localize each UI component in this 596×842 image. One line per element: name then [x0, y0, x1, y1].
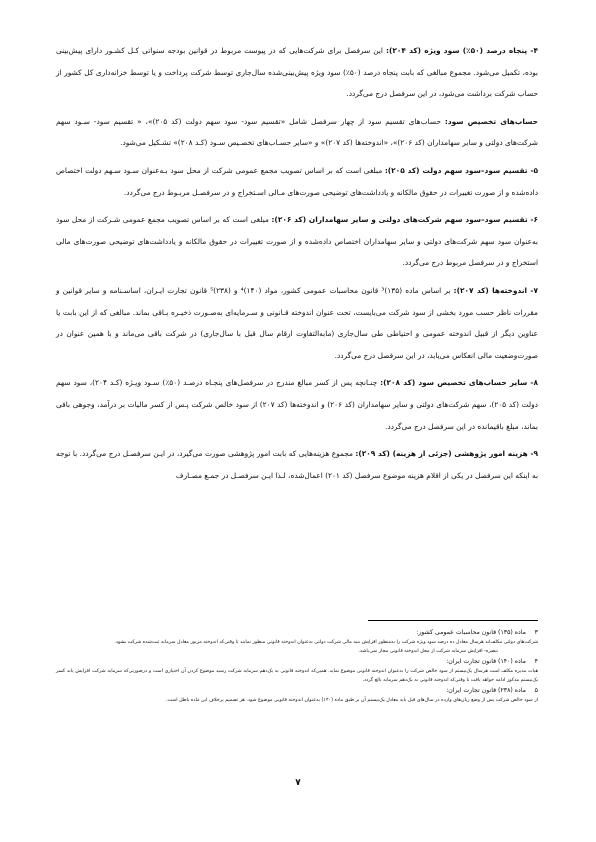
footnote-number: ۳	[534, 629, 538, 636]
paragraph-text: مبلغی است که بر اساس تصویب مجمع عمومی شـرکت از محل سود به‌عنوان سود سهم شرکت‌های دولتی و سایر سهامداران اختصاص داده‌شده و از صورت تغییرات در حقوق مالکانه و یادداشت‌های توضیحی صورت‌های مالی استخراج و در سرفصل مربوط درج می‌گردد.	[56, 215, 538, 268]
paragraph-heading: ۵- تقسیم سود–سود سهم دولت (کد ۲۰۵):	[384, 165, 539, 175]
paragraph-heading: ۹- هزینه امور پژوهشی (جزئی از هزینه) (کد ۲۰۹):	[355, 449, 538, 459]
paragraph-other-allocations	[56, 372, 538, 437]
paragraph-shareholders-share	[56, 209, 538, 274]
paragraph-text: مجموع هزینه‌هایی که بابت امور پژوهشی صورت می‌گیرد، در ایـن سرفصـل درج می‌گردد. با توجه به اینکه این سرفصل در یکی از اقلام هزینه موضوع سرفصل (کد ۲۰۱) اعمال‌شده، لـذا ایـن سرفصـل در جمـع مصـارف	[56, 449, 538, 480]
footnote-text: از سود خالص شرکت پس از وضع زیان‌های وارده در سال‌های قبل باید معادل یک‌بیستم آن بر طبق ماده (۱۴۰) به‌عنوان اندوخته قانونی موضوع شود. هر تصمیم برخلاف این ماده باطل است.	[165, 698, 538, 703]
footnotes	[56, 620, 538, 705]
paragraph-text: مبلغی است که بر اساس تصویب مجمع عمومی شرکت از محل سود بـه‌عنوان سـود سـهم دولت اختصاص داده‌شده و از صورت تغییرات در حقوق مالکانه و یادداشت‌های توضیحی صورت‌های مـالی اسـتخراج و در سرفصـل مربـوط درج می‌گردد.	[56, 165, 538, 197]
footnote-title	[56, 627, 538, 638]
paragraph-heading: ۴- پنجاه درصد (۵۰٪) سود ویژه (کد ۲۰۴):	[385, 46, 538, 55]
paragraph-profit-allocation	[56, 111, 538, 154]
paragraph-text: چنـانچه پس از کسر مبالغ مندرج در سرفصل‌های پنجـاه درصـد (۵۰٪) سـود ویـژه (کـد ۲۰۴)، سود سهم دولت (کد ۲۰۵)، سهم شرکت‌های دولتی و سایر سهامداران (کد ۲۰۶) و اندوخته‌ها (کد ۲۰۷) از سود خالص شرکت پـس از کسر مالیات بر درآمد، وجوهی باقی بماند، مبلغ باقیمانده در این سرفصل درج می‌گردد.	[56, 378, 538, 431]
footnote-title-text: ماده (۲۳۸) قانون تجارت ایران:	[446, 687, 526, 694]
footnote-text: شرکت‌های دولتی مکلف‌اند هرسال معادل ده درصد سود ویژه شرکت را به‌منظور افزایش بنیه مالی شرکت دولتی به‌عنوان اندوخته قانونی منظور نمایند تا وقتی‌که اندوخته مزبور معادل سرمایه ثبت‌شده شرکت بشود.	[114, 640, 538, 645]
footnote-title-text: ماده (۱۳۵) قانون محاسبات عمومی کشور:	[416, 629, 526, 636]
footnote-number: ۵	[534, 687, 538, 694]
document-body	[56, 40, 538, 492]
paragraph-government-share	[56, 160, 538, 203]
paragraph-heading: ۶- تقسیم سود–سود سهم شرکت‌های دولتی و سایر سهامداران (کد ۲۰۶):	[271, 215, 539, 225]
footnote-title	[56, 685, 538, 696]
page-number: ۷	[295, 778, 301, 788]
footnote-note: تبصره- افزایش سرمایه شرکت از محل اندوخته قانونی مجاز نمی‌باشد.	[358, 649, 498, 654]
footnote-title-text: ماده (۱۴۰) قانون تجارت ایران:	[446, 658, 526, 665]
paragraph-research-costs	[56, 443, 538, 486]
paragraph-heading: ۸- سایر حساب‌های تخصیص سود (کد ۲۰۸):	[380, 378, 539, 388]
paragraph-heading: ۷- اندوخته‌ها (کد ۲۰۷):	[453, 285, 538, 295]
paragraph-text: این سرفصل برای شرکت‌هایی که در پیوست مربوط در قوانین بودجه سنواتی کـل کشـور دارای پیش‌بینی بوده، تکمیل می‌شود. مجموع مبالغی که بابت پنجاه درصد (۵۰٪) سود ویژه پیش‌بینی‌شده سال‌جاری توسط شرکت پرداخت و یا توسط خزانه‌داری کل کشور از حساب شرکت برداشت می‌شود، در این سرفصل درج می‌گردد.	[56, 46, 538, 99]
footnote-number: ۴	[534, 658, 538, 665]
paragraph-heading: حساب‌های تخصیص سود:	[444, 116, 538, 126]
paragraph-dividend-50-percent	[56, 40, 538, 105]
paragraph-text: حساب‌های تقسیم سود از چهار سرفصل شامل «تقسیم سود- سود سهم دولت (کد ۲۰۵)»، « تقسیم سود- سـود سهم شرکت‌های دولتی و سایر سهامداران (کد ۲۰۶)»، «اندوخته‌ها (کد ۲۰۷)» و «سایر حسـاب‌های تخصـیص سـود (کـد ۲۰۸)» تشـکیل می‌شود.	[56, 116, 538, 148]
footnote-text: هیات مدیره مکلف است هرسال یک‌بیستم از سود خالص شرکت را به‌عنوان اندوخته قانونی موضوع نماید. همین‌که اندوخته قانونی به یک‌دهم سرمایه شرکت رسید موضوع کردن آن اختیاری است و درصورتی‌که سرمایه شرکت افزایش یابد کسر یک‌بیستم مذکور ادامه خواهد یافت تا وقتی‌که اندوخته قانونی به یک‌دهم سرمایه بالغ گردد.	[56, 669, 538, 683]
paragraph-reserves	[56, 280, 538, 366]
paragraph-text: بر اساس ماده (۱۳۵)³ قانون محاسبات عمومی کشور، مواد (۱۴۰)⁴ و (۲۳۸)⁵ قانون تجارت ایـران، اساسـنامه و سایر قوانین و مقررات ناظر حسب مورد بخشی از سود شرکت می‌بایست، تحت عنوان اندوخته قـانونی و سـرمایه‌ای به‌صـورت ذخیـره بـاقی بماند. مبالغی که از این بابت یا عناوین دیگر از قبیل اندوخته عمومی و احتیاطی طی سال‌جاری (مابه‌التفاوت ارقام سال قبل با سال‌جاری) در شرکت باقی می‌ماند و با همین عنوان در صورت‌وضعیت مالی انعکاس می‌یابد، در این سرفصل درج می‌گردد.	[56, 285, 538, 360]
footnote-separator	[368, 620, 538, 621]
footnote-title	[56, 656, 538, 667]
